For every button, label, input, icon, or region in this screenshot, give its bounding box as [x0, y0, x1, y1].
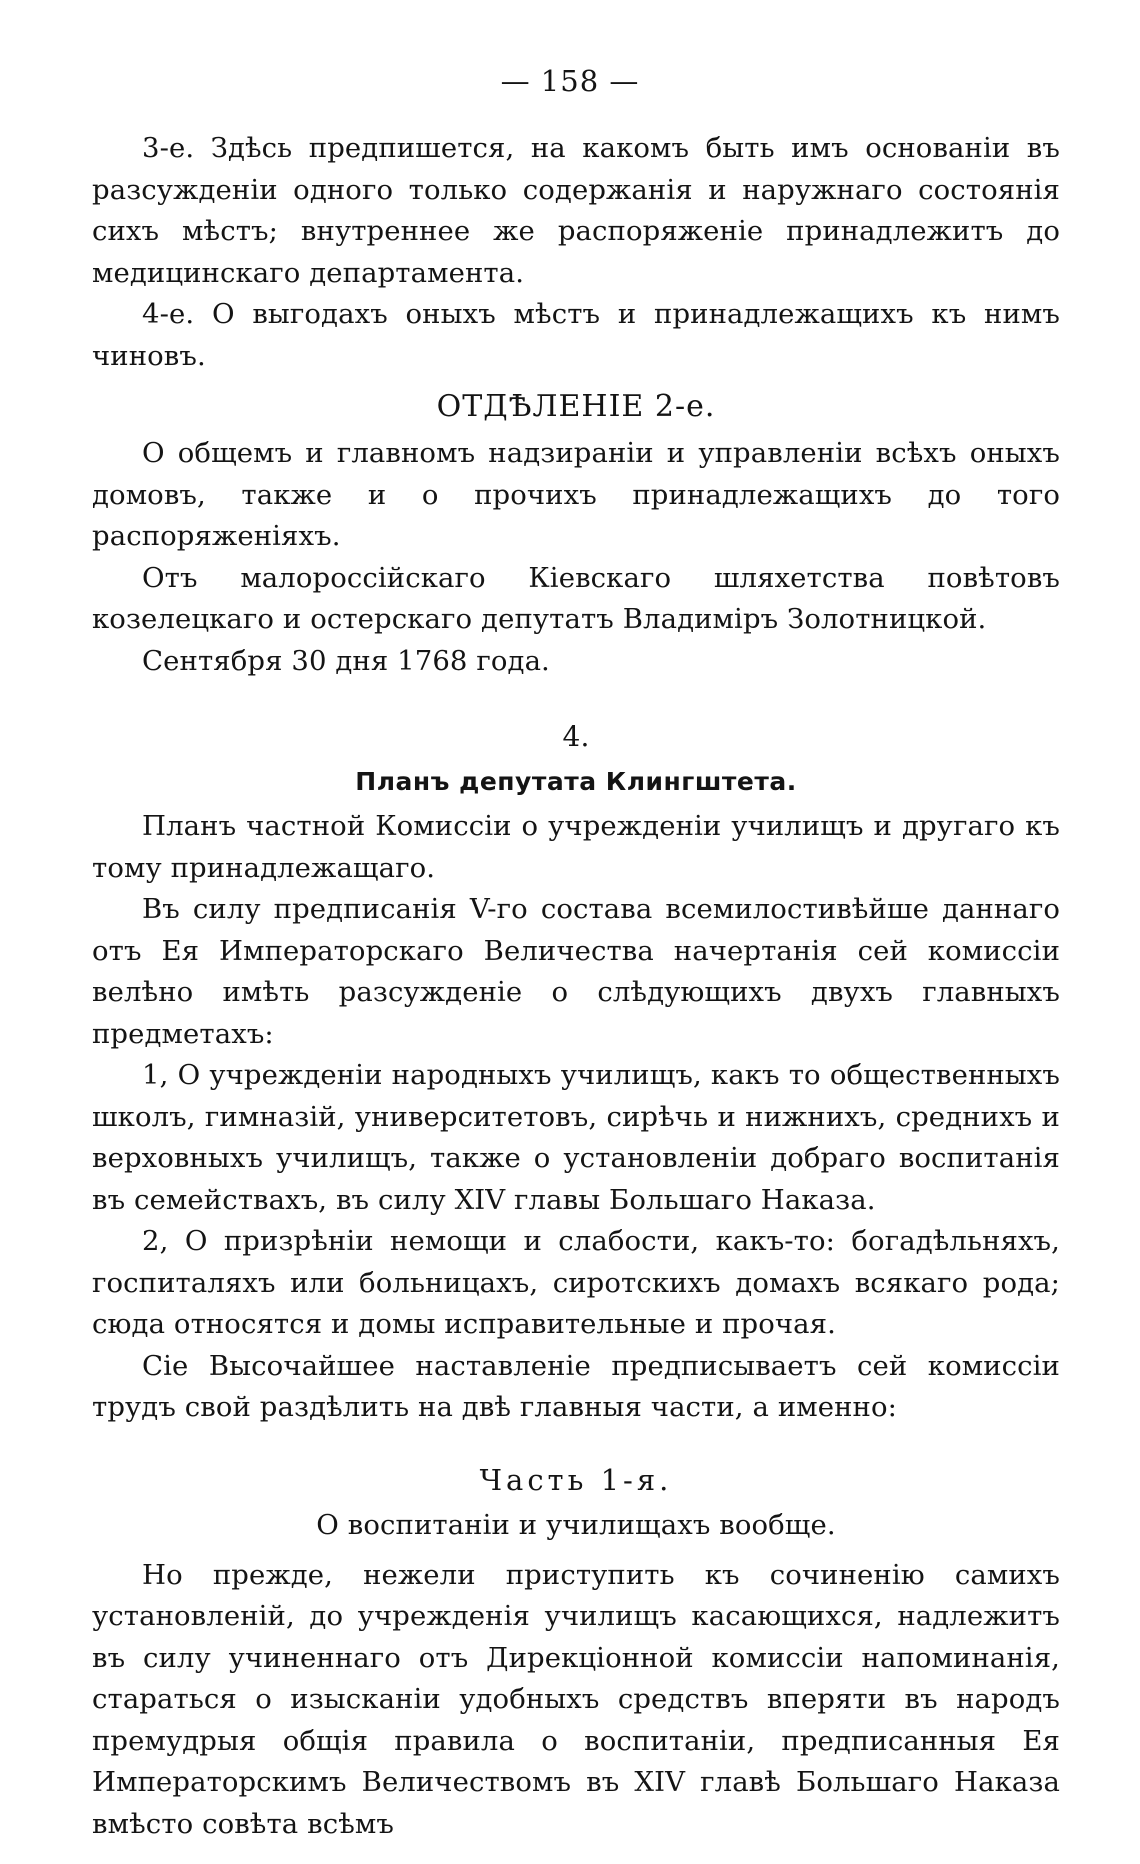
paragraph: 4-е. О выгодахъ оныхъ мѣстъ и принадлежащихъ къ нимъ чиновъ. — [92, 298, 1060, 372]
paragraph: 3-е. Здѣсь предпишется, на какомъ быть имъ основаніи въ разсужденіи одного только содержанія и наружнаго состоянія сихъ мѣстъ; внутреннее же распоряженіе принадлежитъ до медицинскаго департамента. — [92, 132, 1060, 289]
paragraph: Сіе Высочайшее наставленіе предписываетъ сей комиссіи трудъ свой раздѣлить на двѣ главныя части, а именно: — [92, 1349, 1060, 1423]
part-title: Часть 1-я. — [479, 1462, 673, 1497]
paragraph: Планъ частной Комиссіи о учрежденіи училищъ и другаго къ тому принадлежащаго. — [92, 810, 1060, 884]
paragraph: Но прежде, нежели приступить къ сочиненію самихъ установленій, до учрежденія училищъ касающихся, надлежитъ въ силу учиненнаго отъ Дирекціонной комиссіи напоминанія, стараться о изысканіи удобныхъ средствъ вперяти въ народъ премудрыя общія правила о воспитаніи, предписанныя Ея Императорскимъ Величествомъ въ XIV главѣ Большаго Наказа вмѣсто совѣта всѣмъ — [92, 1558, 1060, 1840]
paragraph: 1, О учрежденіи народныхъ училищъ, какъ то общественныхъ школъ, гимназій, университетовъ, сирѣчь и нижнихъ, среднихъ и верховныхъ училищъ, также о установленіи добраго воспитанія въ семействахъ, въ силу XIV главы Большаго Наказа. — [92, 1059, 1060, 1216]
part-subtitle: О воспитаніи и училищахъ вообще. — [316, 1508, 836, 1541]
document-title: Планъ депутата Клингштета. — [355, 767, 797, 796]
page-body — [92, 128, 1060, 1845]
paragraph: О общемъ и главномъ надзираніи и управленіи всѣхъ оныхъ домовъ, также и о прочихъ принадлежащихъ до того распоряженіяхъ. — [92, 437, 1060, 552]
page-number: — 158 — — [500, 64, 640, 98]
section-heading: ОТДѢЛЕНІЕ 2-е. — [436, 389, 716, 424]
paragraph: 2, О призрѣніи немощи и слабости, какъ-то: богадѣльняхъ, госпиталяхъ или больницахъ, сиротскихъ домахъ всякаго рода; сюда относятся и домы исправительные и прочая. — [92, 1225, 1060, 1340]
date-line: Сентября 30 дня 1768 года. — [142, 644, 550, 677]
paragraph: Въ силу предписанія V-го состава всемилостивѣйше даннаго отъ Ея Императорскаго Величества начертанія сей комиссіи велѣно имѣть разсужденіе о слѣдующихъ двухъ главныхъ предметахъ: — [92, 893, 1060, 1050]
paragraph: Отъ малороссійскаго Кіевскаго шляхетства повѣтовъ козелецкаго и остерскаго депутатъ Владиміръ Золотницкой. — [92, 561, 1060, 635]
document-number: 4. — [562, 720, 590, 753]
